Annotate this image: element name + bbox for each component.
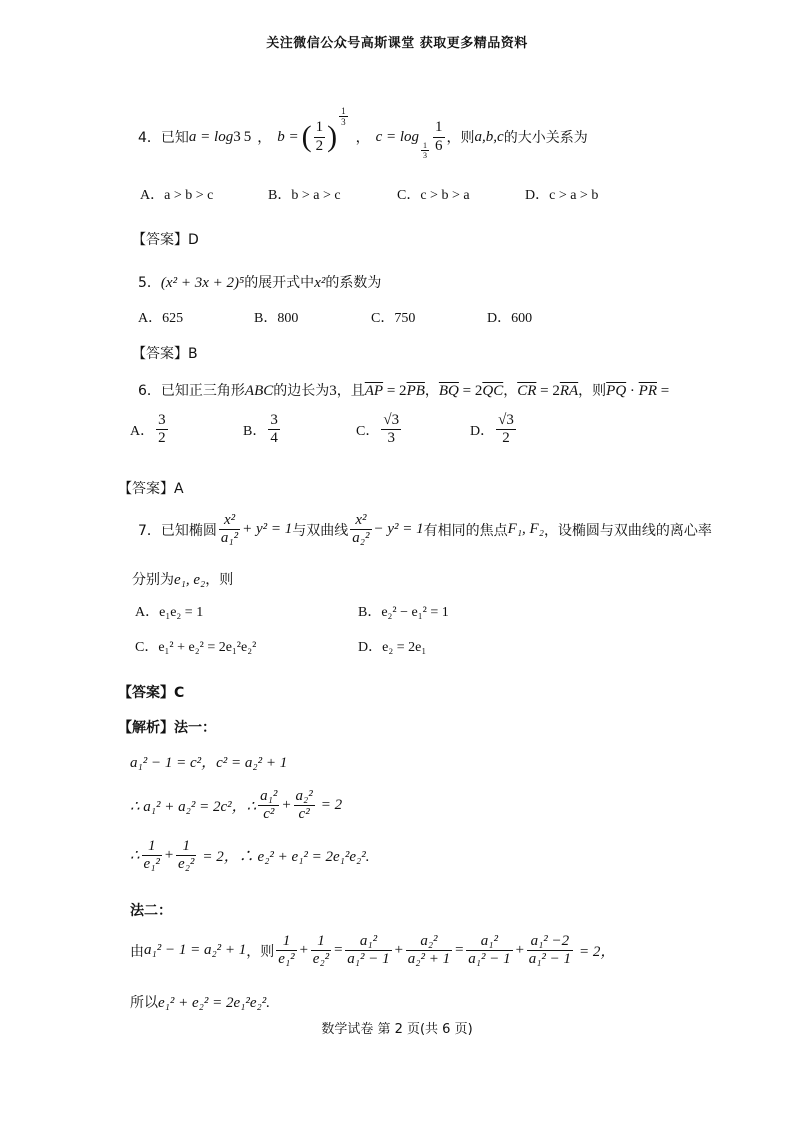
sol-l4-plus1: + xyxy=(298,942,309,959)
solution-line-5 xyxy=(130,992,270,1012)
q7-tail: ，设椭圆与双曲线的离心率 xyxy=(543,522,712,539)
sol-l3-eq: = 2，∴ e₂² + e₁² = 2e₁²e₂². xyxy=(202,849,370,866)
q4-c-base xyxy=(421,141,429,160)
sol-l2-f1-den: c² xyxy=(263,806,275,823)
q7-ell-den: a₁² xyxy=(220,530,239,547)
solution-line-4 xyxy=(130,933,615,969)
sol-l4-f5-den: a₁² − 1 xyxy=(468,951,511,968)
sol-l4-frac1 xyxy=(276,933,296,969)
q7-option-a: A．e₁e₂ = 1 xyxy=(135,605,204,620)
q7-foci: F₁, F₂ xyxy=(507,521,544,538)
q6-c1: ，且 xyxy=(336,383,365,399)
sol-l2-plus: + xyxy=(281,797,292,814)
sol-l5-text: e₁² + e₂² = 2e₁²e₂². xyxy=(158,995,270,1011)
q4-option-b: B．b > a > c xyxy=(268,188,341,203)
q7-hyperbola-fraction xyxy=(350,512,371,548)
sol-l2-eq: = 2 xyxy=(320,797,343,814)
sol-l4-f1-num: 1 xyxy=(276,933,296,951)
q7-mid: 与双曲线 xyxy=(292,522,349,539)
sol-l4-frac5 xyxy=(466,933,512,969)
solution-line-2 xyxy=(130,788,342,824)
q5-answer: 【答案】B xyxy=(132,346,198,362)
q6-dot: · xyxy=(626,383,639,399)
q6-opt-a-den: 2 xyxy=(158,430,166,447)
sol-l4-eq3: = 2， xyxy=(579,944,616,961)
q6-opt-d-label: D． xyxy=(470,423,495,439)
sol-l4-cond: a₁² − 1 = a₂² + 1 xyxy=(144,942,247,959)
q5-option-a: A．625 xyxy=(138,311,184,326)
q4-c-num: 1 xyxy=(433,119,445,137)
q5-mid: 的展开式中 xyxy=(244,275,315,291)
sol-l2-frac2 xyxy=(294,788,315,824)
q5-option-c: C．750 xyxy=(371,311,416,326)
q6-opt-b-fraction xyxy=(268,412,280,448)
q4-c-den: 6 xyxy=(435,137,443,154)
sol-l4-frac4 xyxy=(406,933,452,969)
sol-l3-f1-den: e₁² xyxy=(143,856,160,873)
q7-option-c: C．e₁² + e₂² = 2e₁²e₂² xyxy=(135,640,257,655)
q7-option-d: D．e₂ = 2e₁ xyxy=(358,640,427,655)
q6-lead: 6．已知正三角形 xyxy=(138,383,245,399)
sol-l4-f4-num: a₂² xyxy=(406,933,452,951)
sol-l4-frac2 xyxy=(311,933,331,969)
q4-a-arg: 5 xyxy=(243,128,252,145)
sol-l2-pre: ∴ a₁² + a₂² = 2c²，∴ xyxy=(130,799,257,816)
q6-opt-b-num: 3 xyxy=(268,412,280,430)
q7-hyp-tail: − y² = 1 xyxy=(373,521,424,538)
q4-c-base-den: 3 xyxy=(423,150,428,160)
q4-b-num: 1 xyxy=(314,119,326,137)
sol-l4-f2-num: 1 xyxy=(311,933,331,951)
q6-c2: ， xyxy=(424,383,439,399)
q5-tail: 的系数为 xyxy=(325,275,382,291)
q6-answer: 【答案】A xyxy=(118,481,184,497)
sol-l2-frac1 xyxy=(258,788,279,824)
q6-tri: ABC xyxy=(244,383,274,399)
q4-option-d: D．c > a > b xyxy=(525,188,599,203)
sol-l3-f2-num: 1 xyxy=(176,838,196,856)
question-5 xyxy=(138,272,381,292)
q6-vec-bq: $\overline{BQ}$ xyxy=(438,383,459,399)
q6-vec-pb: $\overline{PB}$ xyxy=(406,383,425,399)
q7-hyp-den: a₂² xyxy=(352,530,370,547)
sol-l2-f2-den: c² xyxy=(298,806,310,823)
q6-option-d xyxy=(470,412,518,448)
q7-mid2: 有相同的焦点 xyxy=(423,522,508,539)
q4-b-exp-num: 1 xyxy=(341,106,346,116)
q4-option-c: C．c > b > a xyxy=(397,188,470,203)
q4-right-paren: ) xyxy=(327,120,338,153)
sol-l3-pre: ∴ xyxy=(130,848,140,865)
question-7 xyxy=(138,512,712,548)
sol-l4-plus2: + xyxy=(393,942,404,959)
sol-l3-plus: + xyxy=(163,847,175,864)
q7-answer: 【答案】C xyxy=(118,685,185,701)
q7-option-b: B．e₂² − e₁² = 1 xyxy=(358,605,449,620)
sol-l4-f1-den: e₁² xyxy=(278,951,295,968)
q4-a-base: 3 xyxy=(233,128,241,145)
q5-expr: (x² + 3x + 2)⁵ xyxy=(160,275,245,291)
q4-c-base-num: 1 xyxy=(423,140,428,150)
q6-vec-ap: $\overline{AP}$ xyxy=(364,383,384,399)
q7-hyp-num: x² xyxy=(350,512,371,530)
q6-option-b xyxy=(243,412,282,448)
q6-c4: ，则 xyxy=(578,383,607,399)
q6-opt-a-fraction xyxy=(156,412,168,448)
q6-e1: = 2 xyxy=(383,383,407,399)
q7-ellipse-fraction xyxy=(219,512,240,548)
q4-c-lhs: c = log xyxy=(375,128,420,145)
q4-sep2: ， xyxy=(355,130,370,146)
q4-a-expr: a = log xyxy=(188,128,234,145)
q5-option-b: B．800 xyxy=(254,311,299,326)
q6-opt-c-num: √3 xyxy=(381,412,401,430)
q4-tail-pre: ，则 xyxy=(446,130,475,146)
q6-e3: = 2 xyxy=(536,383,560,399)
sol-l3-frac1 xyxy=(142,838,162,874)
q4-left-paren: ( xyxy=(301,120,312,153)
sol-l4-plus3: + xyxy=(514,942,525,959)
sol-l4-eq1: = xyxy=(333,942,344,959)
sol-l4-frac6 xyxy=(527,933,573,969)
q4-tail: 的大小关系为 xyxy=(503,130,588,146)
sol-l3-f1-num: 1 xyxy=(142,838,162,856)
q6-opt-c-label: C． xyxy=(356,423,380,439)
q6-vec-qc: $\overline{QC}$ xyxy=(482,383,504,399)
q6-opt-d-num: √3 xyxy=(496,412,516,430)
sol-l5-pre: 所以 xyxy=(130,995,158,1011)
q4-option-a: A．a > b > c xyxy=(140,188,214,203)
q4-b-fraction xyxy=(314,119,326,155)
q7-ell-num: x² xyxy=(219,512,240,530)
sol-l4-f6-num: a₁² −2 xyxy=(527,933,573,951)
q7-lead: 7．已知椭圆 xyxy=(138,522,217,539)
q6-opt-b-label: B． xyxy=(243,423,267,439)
sol-l4-frac3 xyxy=(345,933,391,969)
sol-l4-f3-num: a₁² xyxy=(345,933,391,951)
q6-c3: ， xyxy=(503,383,518,399)
q4-sep: ， xyxy=(257,130,272,146)
sol-l4-pre: 由 xyxy=(130,943,144,960)
page-header: 关注微信公众号高斯课堂 获取更多精品资料 xyxy=(266,36,528,51)
q6-opt-c-fraction xyxy=(381,412,401,448)
q5-term: x² xyxy=(314,275,326,291)
page-footer: 数学试卷 第 2 页(共 6 页) xyxy=(321,1022,473,1037)
sol-l4-f3-den: a₁² − 1 xyxy=(347,951,390,968)
solution-line-1: a₁² − 1 = c²，c² = a₂² + 1 xyxy=(130,755,288,771)
q5-lead: 5． xyxy=(138,275,161,291)
q4-b-exponent xyxy=(339,106,348,128)
solution-title: 【解析】法一： xyxy=(118,720,216,736)
q4-b-lhs: b = xyxy=(277,128,299,145)
q4-answer: 【答案】D xyxy=(132,232,199,248)
sol-l4-then: ，则 xyxy=(246,943,275,960)
q4-tail-vars: a,b,c xyxy=(474,128,504,145)
q5-option-d: D．600 xyxy=(487,311,533,326)
q6-vec-cr: $\overline{CR}$ xyxy=(517,383,537,399)
q6-vec-pr: $\overline{PR}$ xyxy=(638,383,657,399)
q6-opt-b-den: 4 xyxy=(270,430,278,447)
sol-l2-f2-num: a₂² xyxy=(294,788,315,806)
q7-ell-tail: + y² = 1 xyxy=(242,521,293,538)
sol-l3-frac2 xyxy=(176,838,196,874)
q7-line2-pre: 分别为 xyxy=(132,572,174,588)
q4-c-fraction xyxy=(433,119,445,155)
q4-lead: 4．已知 xyxy=(138,130,189,146)
sol-l4-f6-den: a₁² − 1 xyxy=(528,951,572,968)
q6-side: 3 xyxy=(329,383,337,399)
q6-opt-d-den: 2 xyxy=(502,430,510,447)
sol-l4-f2-den: e₂² xyxy=(312,951,330,968)
sol-l2-f1-num: a₁² xyxy=(258,788,279,806)
q6-opt-c-den: 3 xyxy=(387,430,395,447)
q6-option-c xyxy=(356,412,403,448)
sol-l4-eq2: = xyxy=(454,942,465,959)
question-4 xyxy=(138,106,588,162)
solution-method-2: 法二： xyxy=(130,903,172,919)
q6-vec-pq: $\overline{PQ}$ xyxy=(606,383,627,399)
q6-e2: = 2 xyxy=(458,383,483,399)
q6-opt-a-num: 3 xyxy=(156,412,168,430)
solution-line-3 xyxy=(130,838,370,874)
q6-option-a xyxy=(130,412,170,448)
q6-eq: = xyxy=(657,383,670,399)
q6-mid: 的边长为 xyxy=(273,383,330,399)
q4-b-den: 2 xyxy=(315,137,324,154)
q6-opt-a-label: A． xyxy=(130,423,155,439)
sol-l4-f5-num: a₁² xyxy=(466,933,512,951)
q7-line2 xyxy=(132,569,233,589)
q7-line2-tail: ，则 xyxy=(205,572,234,588)
q6-vec-ra: $\overline{RA}$ xyxy=(559,383,579,399)
question-6 xyxy=(138,380,669,400)
sol-l3-f2-den: e₂² xyxy=(178,856,195,873)
sol-l4-f4-den: a₂² + 1 xyxy=(407,951,451,968)
q7-line2-vars: e₁, e₂ xyxy=(174,572,206,588)
q4-b-exp-den: 3 xyxy=(341,117,346,128)
q6-opt-d-fraction xyxy=(496,412,516,448)
